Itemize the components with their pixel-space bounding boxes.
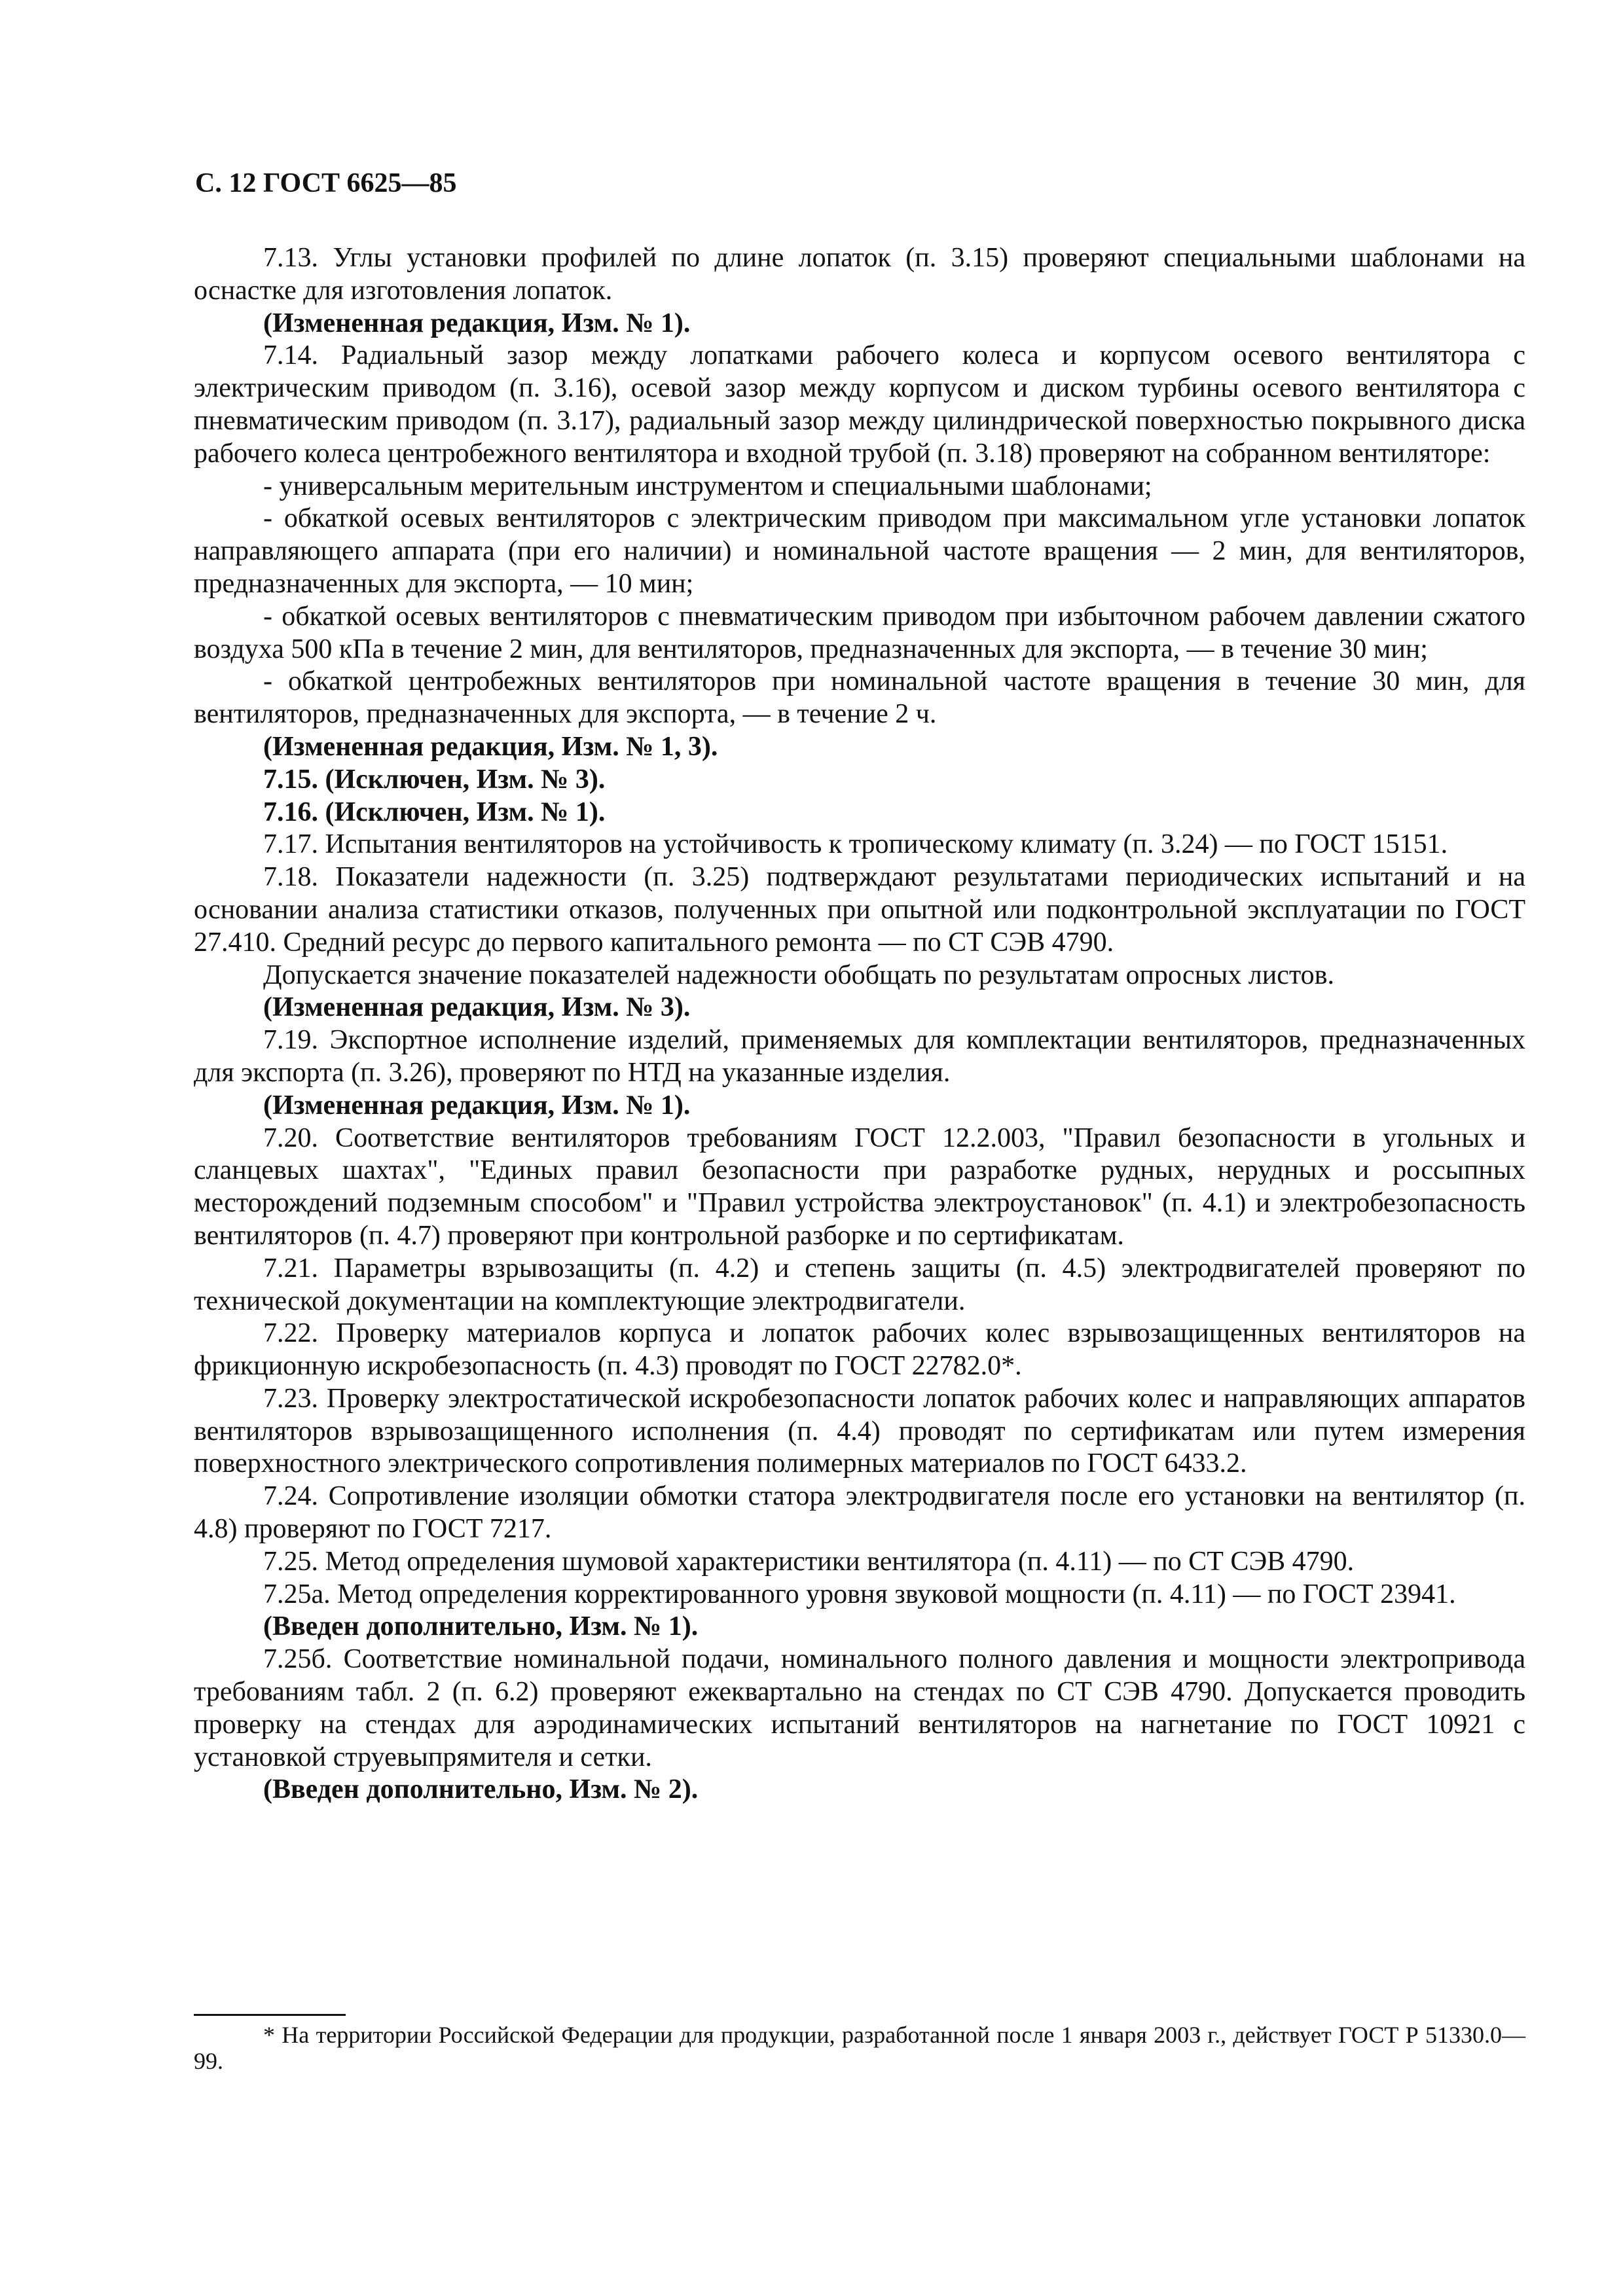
clause-paragraph: 7.14. Радиальный зазор между лопатками рабочего колеса и корпусом осевого вентилятора с электрическим приводом (п. 3.16), осевой зазор между корпусом и диском турбины осевого вентилятора с пневматическим приводом (п. 3.17), радиальный зазор между цилиндрической поверхностью покрывного диска рабочего колеса центробежного вентилятора и входной трубой (п. 3.18) проверяют на собранном вентиляторе: [194, 340, 1525, 469]
clause-paragraph: 7.17. Испытания вентиляторов на устойчивость к тропическому климату (п. 3.24) — по ГОСТ 15151. [263, 829, 1448, 860]
clause-paragraph: - обкаткой центробежных вентиляторов при номинальной частоте вращения в течение 30 мин, для вентиляторов, предназначенных для экспорта, — в течение 2 ч. [194, 666, 1525, 730]
amendment-note: (Измененная редакция, Изм. № 1, 3). [263, 731, 718, 762]
body-text [194, 242, 1525, 1806]
clause-paragraph: 7.21. Параметры взрывозащиты (п. 4.2) и степень защиты (п. 4.5) электродвигателей проверяют по технической документации на комплектующие электродвигатели. [194, 1253, 1525, 1316]
clause-paragraph: 7.25б. Соответствие номинальной подачи, номинального полного давления и мощности электропривода требованиям табл. 2 (п. 6.2) проверяют ежеквартально на стендах по СТ СЭВ 4790. Допускается проводить проверку на стендах для аэродинамических испытаний вентиляторов на нагнетание по ГОСТ 10921 с установкой струевыпрямителя и сетки. [194, 1644, 1525, 1772]
clause-paragraph: Допускается значение показателей надежности обобщать по результатам опросных листов. [263, 960, 1335, 990]
footnote: * На территории Российской Федерации для продукции, разработанной после 1 января 2003 г., действует ГОСТ Р 51330.0—99. [194, 2022, 1525, 2074]
clause-paragraph: - универсальным мерительным инструментом и специальными шаблонами; [263, 471, 1152, 501]
clause-paragraph: 7.19. Экспортное исполнение изделий, применяемых для комплектации вентиляторов, предназначенных для экспорта (п. 3.26), проверяют по НТД на указанные изделия. [194, 1025, 1525, 1088]
amendment-note: (Введен дополнительно, Изм. № 1). [263, 1611, 699, 1642]
amendment-note: 7.16. (Исключен, Изм. № 1). [263, 797, 606, 827]
clause-paragraph: - обкаткой осевых вентиляторов с электрическим приводом при максимальном угле установки лопаток направляющего аппарата (при его наличии) и номинальной частоте вращения — 2 мин, для вентиляторов, предназначенных для экспорта, — 10 мин; [194, 503, 1525, 599]
amendment-note: (Измененная редакция, Изм. № 1). [263, 1090, 691, 1121]
footnote-divider [194, 2014, 346, 2016]
clause-paragraph: - обкаткой осевых вентиляторов с пневматическим приводом при избыточном рабочем давлении сжатого воздуха 500 кПа в течение 2 мин, для вентиляторов, предназначенных для экспорта, — в течение 30 мин; [194, 601, 1525, 664]
clause-paragraph: 7.18. Показатели надежности (п. 3.25) подтверждают результатами периодических испытаний и на основании анализа статистики отказов, полученных при опытной или подконтрольной эксплуатации по ГОСТ 27.410. Средний ресурс до первого капитального ремонта — по СТ СЭВ 4790. [194, 862, 1525, 958]
amendment-note: (Измененная редакция, Изм. № 3). [263, 992, 691, 1023]
clause-paragraph: 7.23. Проверку электростатической искробезопасности лопаток рабочих колес и направляющих аппаратов вентиляторов взрывозащищенного исполнения (п. 4.4) проводят по сертификатам или путем измерения поверхностного электрического сопротивления полимерных материалов по ГОСТ 6433.2. [194, 1383, 1525, 1479]
clause-paragraph: 7.24. Сопротивление изоляции обмотки статора электродвигателя после его установки на вентилятор (п. 4.8) проверяют по ГОСТ 7217. [194, 1481, 1525, 1545]
clause-paragraph: 7.25. Метод определения шумовой характеристики вентилятора (п. 4.11) — по СТ СЭВ 4790. [263, 1546, 1355, 1577]
amendment-note: 7.15. (Исключен, Изм. № 3). [263, 764, 606, 795]
page-header: С. 12 ГОСТ 6625—85 [195, 168, 457, 198]
clause-paragraph: 7.22. Проверку материалов корпуса и лопаток рабочих колес взрывозащищенных вентиляторов на фрикционную искробезопасность (п. 4.3) проводят по ГОСТ 22782.0*. [194, 1318, 1525, 1382]
clause-paragraph: 7.25а. Метод определения корректированного уровня звуковой мощности (п. 4.11) — по ГОСТ 23941. [263, 1579, 1456, 1609]
amendment-note: (Измененная редакция, Изм. № 1). [263, 308, 691, 338]
clause-paragraph: 7.20. Соответствие вентиляторов требованиям ГОСТ 12.2.003, "Правил безопасности в угольных и сланцевых шахтах", "Единых правил безопасности при разработке рудных, нерудных и россыпных месторождений подземным способом" и "Правил устройства электроустановок" (п. 4.1) и электробезопасность вентиляторов (п. 4.7) проверяют при контрольной разборке и по сертификатам. [194, 1122, 1525, 1251]
clause-paragraph: 7.13. Углы установки профилей по длине лопаток (п. 3.15) проверяют специальными шаблонами на оснастке для изготовления лопаток. [194, 243, 1525, 306]
amendment-note: (Введен дополнительно, Изм. № 2). [263, 1774, 699, 1805]
